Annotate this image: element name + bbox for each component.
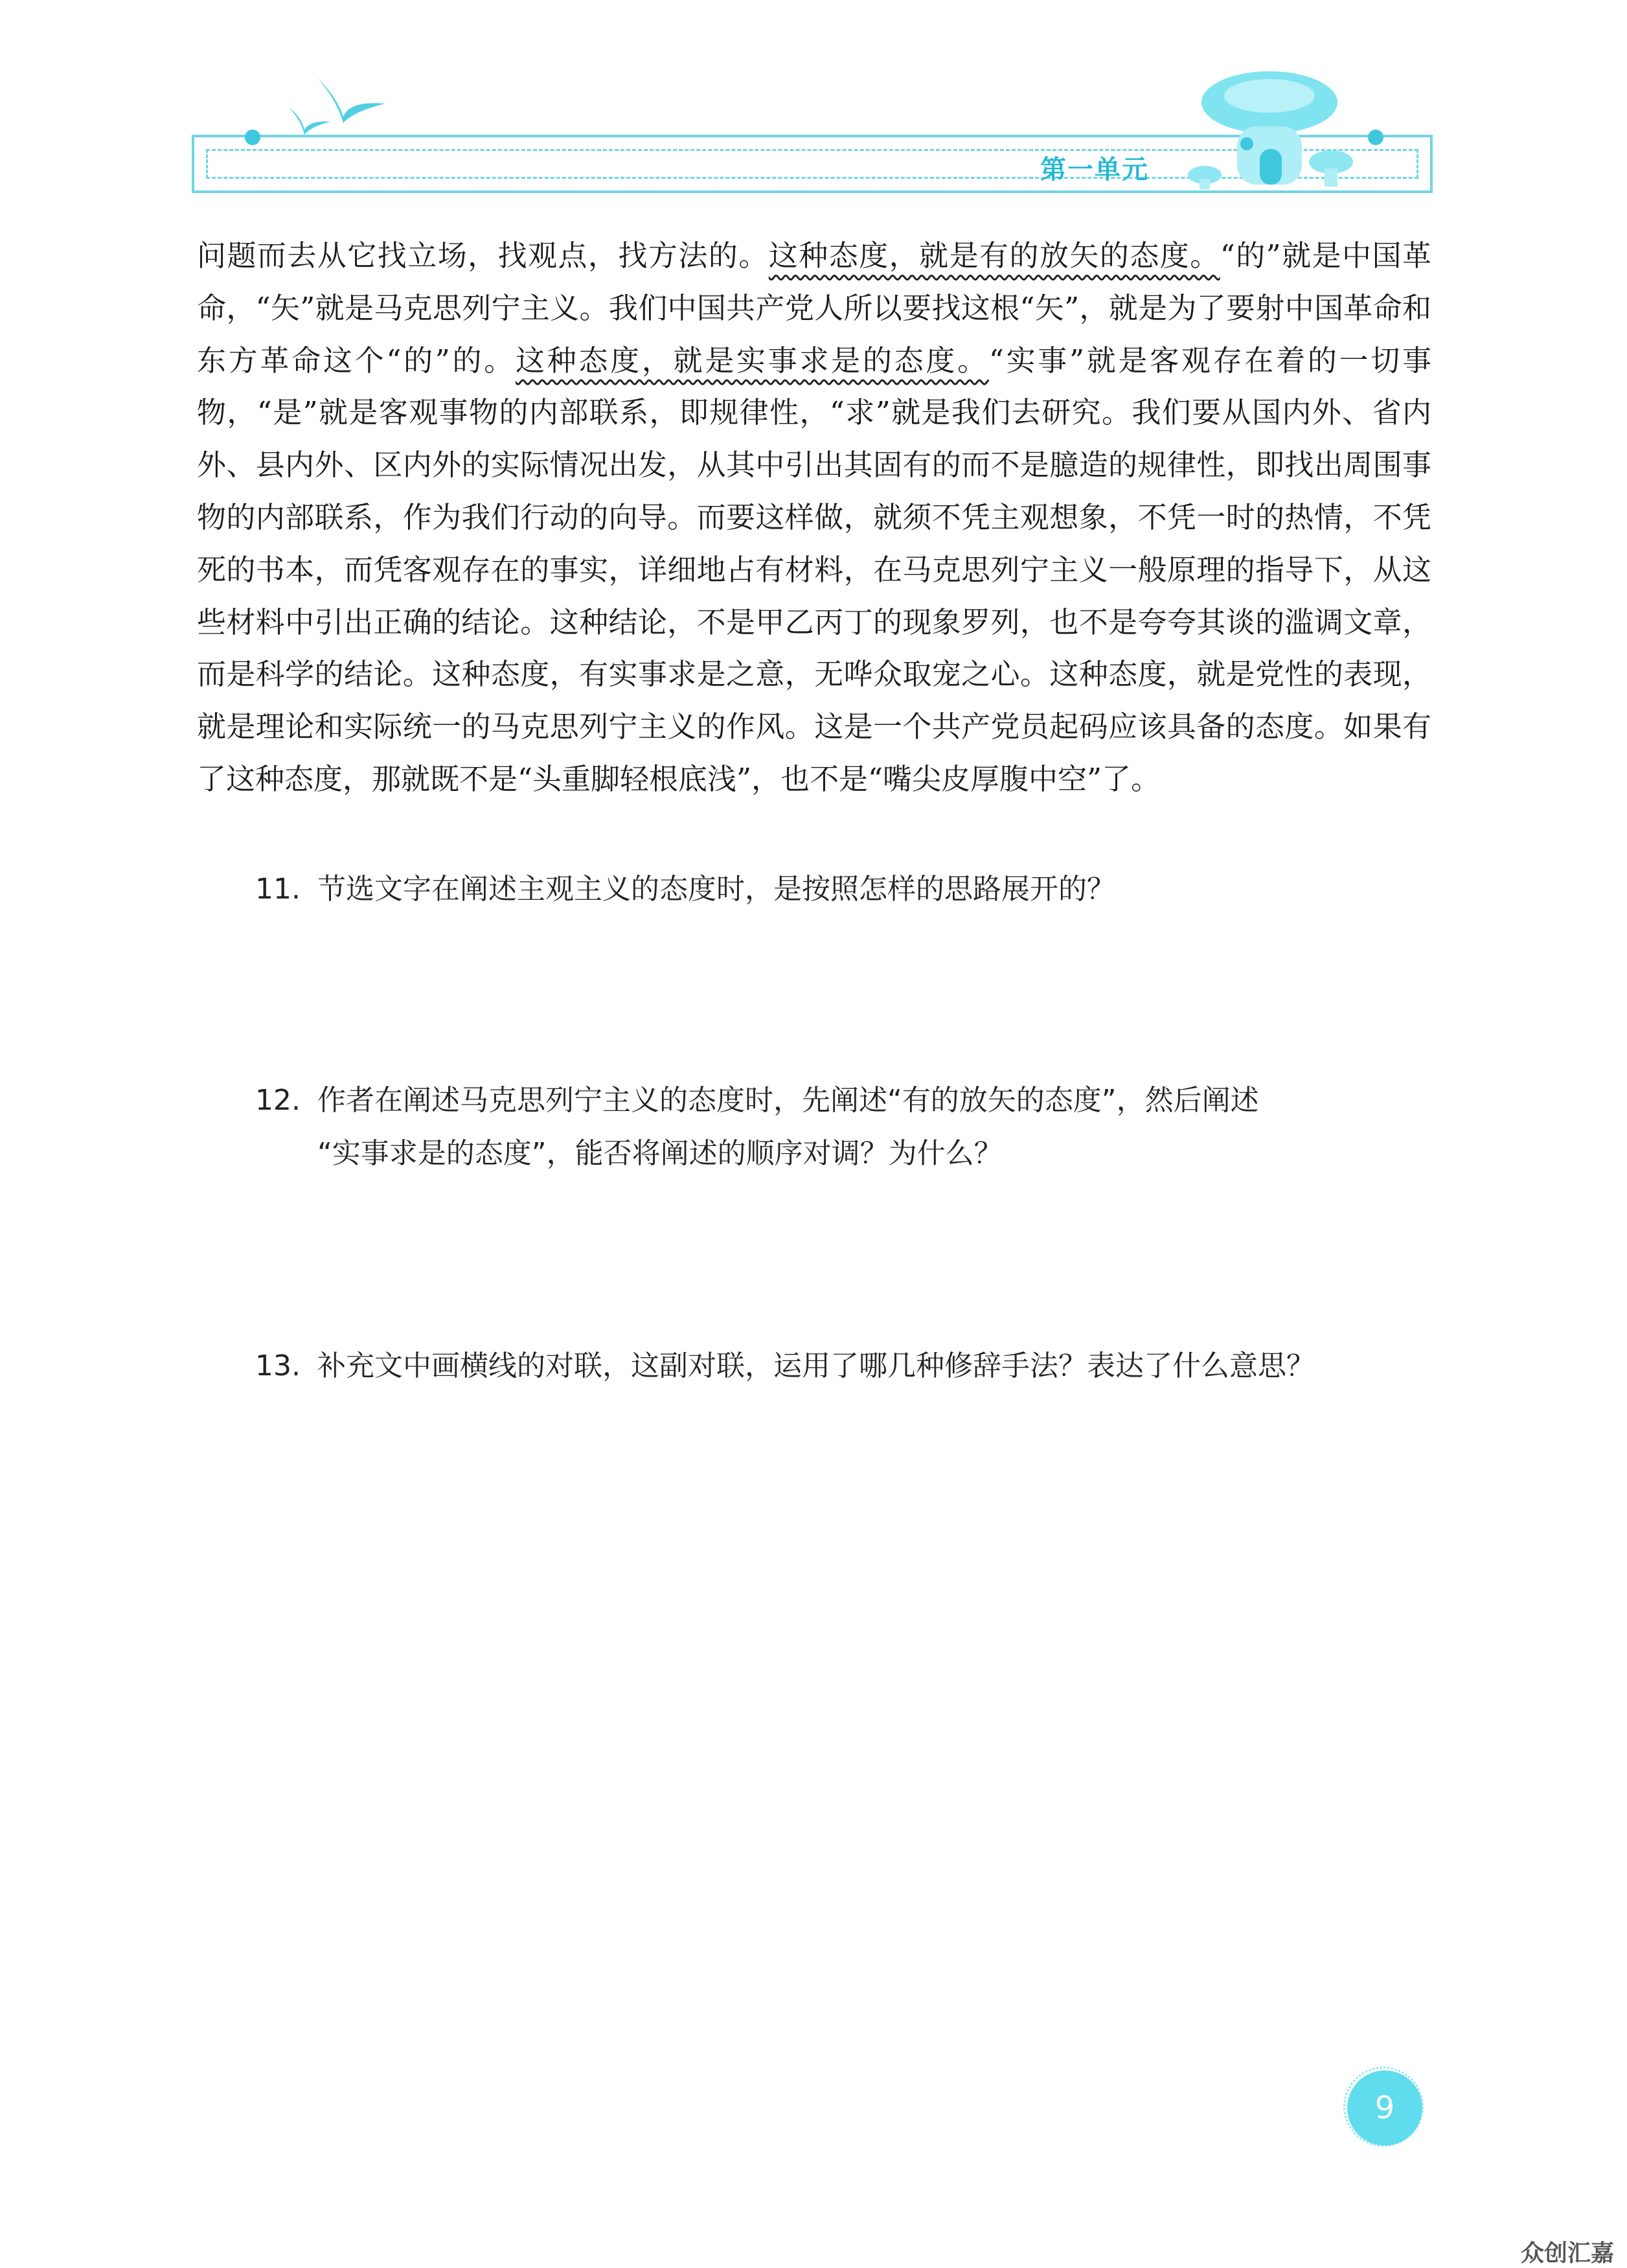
mushroom-house-icon <box>1179 65 1367 194</box>
question-11 <box>255 863 1431 916</box>
wavy-underlined-sentence: 这种态度，就是实事求是的态度。 <box>515 343 989 378</box>
passage <box>197 230 1431 806</box>
wavy-underlined-sentence: 这种态度，就是有的放矢的态度。 <box>768 238 1220 273</box>
header-dot-right <box>1368 130 1383 145</box>
birds-icon <box>279 71 408 143</box>
question-number: 11. <box>255 873 301 906</box>
question-number: 12. <box>255 1084 301 1117</box>
question-text: 节选文字在阐述主观主义的态度时，是按照怎样的思路展开的？ <box>317 873 1115 906</box>
passage-text: “实事”就是客观存在着的一切事物，“是”就是客观事物的内部联系，即规律性，“求”就是我们去研究。我们要从国内外、省内外、县内外、区内外的实际情况出发，从其中引出其固有的而不是臆造的规律性，即找出周围事物的内部联系，作为我们行动的向导。而要这样做，就须不凭主观想象，不凭一时的热情，不凭死的书本，而凭客观存在的事实，详细地占有材料，在马克思列宁主义一般原理的指导下，从这些材料中引出正确的结论。这种结论，不是甲乙丙丁的现象罗列，也不是夸夸其谈的滥调文章，而是科学的结论。这种态度，有实事求是之意，无哗众取宠之心。这种态度，就是党性的表现，就是理论和实际统一的马克思列宁主义的作风。这是一个共产党员起码应该具备的态度。如果有了这种态度，那就既不是“头重脚轻根底浅”，也不是“嘴尖皮厚腹中空”了。 <box>197 343 1431 796</box>
watermark: 众创汇嘉 <box>1521 2240 1615 2267</box>
passage-text: 问题而去从它找立场，找观点，找方法的。 <box>197 238 769 273</box>
question-12 <box>255 1074 1431 1180</box>
question-13 <box>255 1340 1431 1393</box>
question-text: 补充文中画横线的对联，这副对联，运用了哪几种修辞手法？表达了什么意思？ <box>317 1349 1315 1382</box>
page-number: 9 <box>1347 2070 1422 2146</box>
question-text: 作者在阐述马克思列宁主义的态度时，先阐述“有的放矢的态度”，然后阐述 <box>317 1084 1259 1117</box>
question-number: 13. <box>255 1349 301 1382</box>
question-text-continued: “实事求是的态度”，能否将阐述的顺序对调？为什么？ <box>317 1137 1003 1170</box>
unit-title: 第一单元 <box>1040 155 1149 185</box>
passage-paragraph <box>197 230 1431 806</box>
passage-text: “的”就是中国革命，“矢”就是马克思列宁主义。我们中国共产党人所以要找这根“矢”，就是为了要射中国革命和东方革命这个“的”的。 <box>197 238 1431 378</box>
header-dot-left <box>245 130 260 145</box>
